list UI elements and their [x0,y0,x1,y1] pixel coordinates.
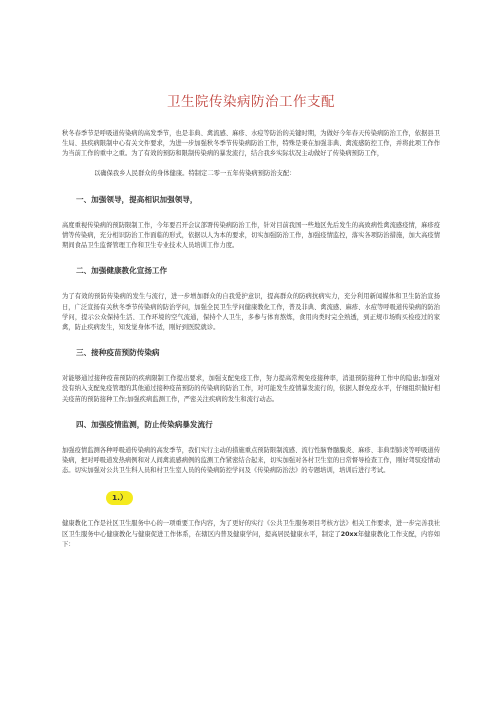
section-body-1: 高度重视传染病的预防限制工作，今年要召开会议部署传染病防治工作，针对目前我国一些地区先后发生的高致病性禽流感疫情，麻疹疫情等传染病，充分相识防治工作面临的形式，依据以人为本的要求，切实加强防治工作，加强疫情监控，落实各项防治措施，加大高疫情期间食品卫生监督管理工作和卫生专业技术人员培训工作力度。 [62,221,440,250]
intro-paragraph: 秋冬春季节是呼吸道传染病的高发季节，也是非典、禽流感、麻疹、水痘等防治的关键时期，为做好今年春天传染病防治工作，依据县卫生局、县疾病限制中心有关文件要求，为进一步加强秋冬季节传染病防治工作，特殊是秉在加强非典、禽流感防控工作，并将此项工作作为当前工作的重中之重。为了有效的预防和限制传染病的暴发流行，结合我乡实际状况主动做好了传染病预防工作， [62,130,440,158]
closing-paragraph [62,519,440,550]
page-title: 卫生院传染病防治工作支配 [167,94,335,110]
section-body-4: 加强疫情监测各种呼吸道传染病的高发季节，我们实行主动的措施重点预防限制流感、流行性脑脊髓膜炎、麻疹、非典型肺炎等呼吸道传染病，把对呼吸道发热病例和对人间禽流感病例的监测工作紧密结合起来，切实加强对各村卫生室的日常督导检查工作，刚好驾驭疫情动态。切实加强对公共卫生科人员和村卫生室人员的传染病防控学问及《传染病防治法》的专题培训，培训后进行考试。 [62,446,440,475]
number-badge: 1.） [106,491,133,505]
closing-year: 20xx [340,530,358,538]
closing-text-start: 健康教化工作是社区卫生服务中心的一项重要工作内容，为了更好的实行《公共卫生服务项目考核方法》相关工作要求，进一步完善我社区卫生服务中心健康教化与健康促进工作体系，在辖区内普及健康学问，提高居民健康水平，制定了 [62,520,440,538]
section-heading-2: 二、加强健康教化宣扬工作 [76,266,168,276]
section-heading-1: 一、加强领导，提高相识加强领导， [76,194,198,204]
section-heading-3: 三、接种疫苗预防传染病 [76,348,160,358]
numbered-item [106,491,440,505]
section-body-2: 为了有效的预防传染病的发生与流行，进一步增加群众的自我爱护意识，提高群众的防病抗病实力，充分利用新闻媒体和卫生防治宣扬日，广泛宣扬有关秋冬季节传染病的防治学问，加强全民卫生学问健康教化工作，普及非典、禽流感、麻疹、水痘等呼吸道传染病的防治学问，提示公众保持生活、工作环境的空气流通，保持个人卫生，多参与体育熬炼，食用肉类时完全熟透，到正规市场购买检疫过的家禽，防止疾病发生，知发觉身体不适，刚好到医院就诊。 [62,293,440,332]
closing-text-end: 年健康教化工作支配，内容如下： [62,530,441,548]
section-heading-4: 四、加强疫情监测，防止传染病暴发流行 [76,419,213,429]
intro-subparagraph: 以确保我乡人民群众的身体健康。特制定二零一五年传染病预防治支配： [94,169,296,177]
section-body-3: 对能够通过接种疫苗预防的疾病限制工作提出要求，加强支配免疫工作，努力提高常规免疫接种率，消退预防接种工作中的隐患;加强对没有纳入支配免疫管理的其他通过接种疫苗预防的传染病的防治工作，对可能发生疫情暴发流行的，依据人群免疫水平，仔细组织做好相关疫苗的预防接种工作;加强疾病监测工作，严密关注疾病的发生和流行动态。 [62,375,440,403]
